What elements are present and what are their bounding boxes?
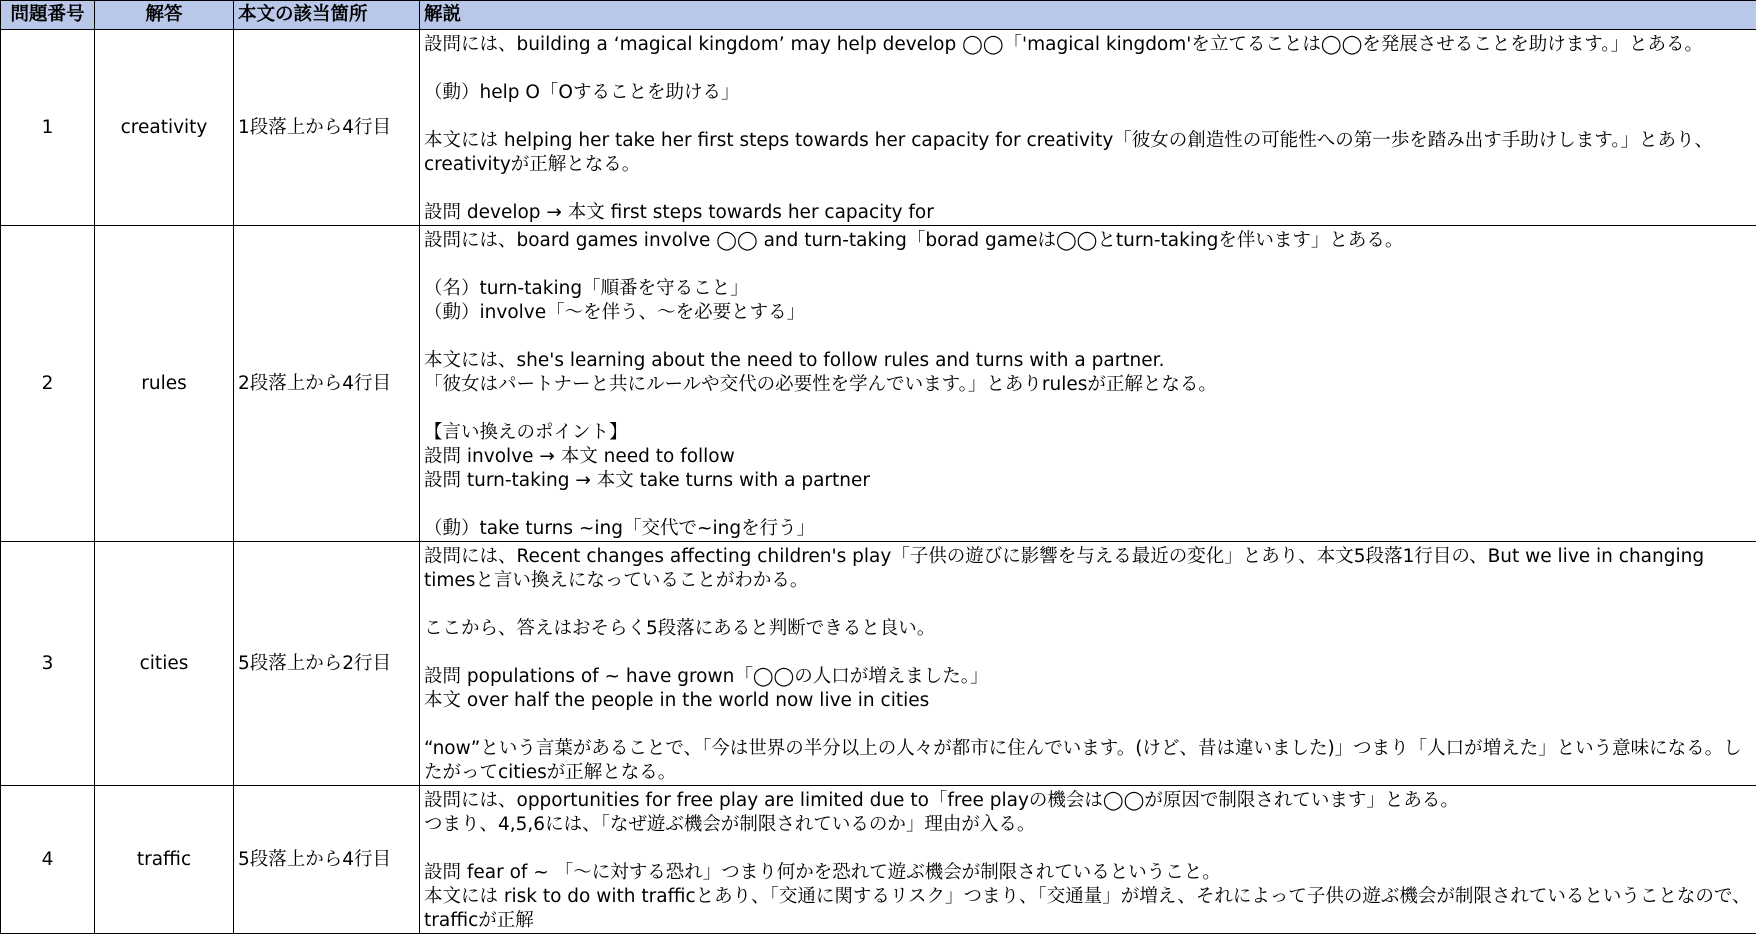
header-number: 問題番号 [1, 1, 95, 30]
explanation-line: 設問には、board games involve ◯◯ and turn-taking「borad gameは◯◯とturn-takingを伴います」とある。 [424, 230, 1404, 251]
header-row [1, 1, 1756, 30]
explanation-spacer [424, 837, 1752, 861]
question-number-cell: 4 [1, 786, 95, 934]
answer-cell: cities [95, 542, 234, 786]
explanation-line: （動）help O「Oすることを助ける」 [424, 82, 740, 103]
header-answer: 解答 [95, 1, 234, 30]
table-row [1, 30, 1756, 226]
explanation-line: 設問 populations of ~ have grown「◯◯の人口が増えました。」 [424, 666, 989, 687]
explanation-line: 設問には、Recent changes affecting children's play「子供の遊びに影響を与える最近の変化」とあり、本文5段落1行目の、But we live in changing timesと言い換えになっていることがわかる。 [424, 546, 1710, 591]
location-cell: 5段落上から2行目 [234, 542, 420, 786]
explanation-spacer [424, 57, 1752, 81]
explanation-line: 本文には risk to do with trafficとあり、「交通に関するリスク」つまり、「交通量」が増え、それによって子供の遊ぶ機会が制限されているということなので、trafficが正解 [424, 886, 1751, 931]
explanation-spacer [424, 713, 1752, 737]
explanation-line: 設問には、building a ‘magical kingdom’ may help develop ◯◯「'magical kingdom'を立てることは◯◯を発展させることを助けます。」とある。 [424, 34, 1704, 55]
explanation-line: ここから、答えはおそらく5段落にあると判断できると良い。 [424, 618, 936, 639]
explanation-spacer [424, 641, 1752, 665]
table-row [1, 542, 1756, 786]
header-explanation: 解説 [420, 1, 1756, 30]
location-cell: 2段落上から4行目 [234, 226, 420, 542]
explanation-line: 設問 turn-taking → 本文 take turns with a partner [424, 470, 871, 491]
explanation-line: 【言い換えのポイント】 [424, 422, 628, 443]
explanation-line: 設問には、opportunities for free play are limited due to「free playの機会は◯◯が原因で制限されています」とある。 [424, 790, 1459, 811]
answer-cell: rules [95, 226, 234, 542]
explanation-line: （動）take turns ~ing「交代で~ingを行う」 [424, 518, 816, 539]
table-row [1, 786, 1756, 934]
explanation-line: “now”という言葉があることで、「今は世界の半分以上の人々が都市に住んでいます。(けど、昔は違いました)」つまり「人口が増えた」という意味になる。したがってcitiesが正解となる。 [424, 738, 1742, 783]
explanation-cell [420, 542, 1756, 786]
explanation-cell [420, 786, 1756, 934]
question-number-cell: 2 [1, 226, 95, 542]
explanation-line: 「彼女はパートナーと共にルールや交代の必要性を学んでいます。」とありrulesが正解となる。 [424, 374, 1217, 395]
explanation-spacer [424, 397, 1752, 421]
explanation-line: 本文には、she's learning about the need to follow rules and turns with a partner. [424, 350, 1165, 371]
explanation-spacer [424, 493, 1752, 517]
table-body [1, 30, 1756, 934]
location-cell: 5段落上から4行目 [234, 786, 420, 934]
explanation-line: （動）involve「〜を伴う、〜を必要とする」 [424, 302, 806, 323]
explanation-line: 本文 over half the people in the world now live in cities [424, 690, 930, 711]
explanation-line: つまり、4,5,6には、「なぜ遊ぶ機会が制限されているのか」理由が入る。 [424, 814, 1036, 835]
explanation-spacer [424, 105, 1752, 129]
header-location: 本文の該当箇所 [234, 1, 420, 30]
question-number-cell: 1 [1, 30, 95, 226]
explanation-spacer [424, 253, 1752, 277]
explanation-line: 設問 develop → 本文 first steps towards her capacity for [424, 202, 934, 223]
explanation-spacer [424, 593, 1752, 617]
question-number-cell: 3 [1, 542, 95, 786]
location-cell: 1段落上から4行目 [234, 30, 420, 226]
explanation-cell [420, 30, 1756, 226]
explanation-line: 設問 involve → 本文 need to follow [424, 446, 735, 467]
answer-cell: creativity [95, 30, 234, 226]
answer-cell: traffic [95, 786, 234, 934]
explanation-spacer [424, 177, 1752, 201]
table-row [1, 226, 1756, 542]
explanation-spacer [424, 325, 1752, 349]
explanation-line: 本文には helping her take her first steps towards her capacity for creativity「彼女の創造性の可能性への第一歩を踏み出す手助けします。」とあり、creativityが正解となる。 [424, 130, 1714, 175]
explanation-line: 設問 fear of ~ 「〜に対する恐れ」つまり何かを恐れて遊ぶ機会が制限されているということ。 [424, 862, 1221, 883]
explanation-line: （名）turn-taking「順番を守ること」 [424, 278, 749, 299]
explanation-cell [420, 226, 1756, 542]
